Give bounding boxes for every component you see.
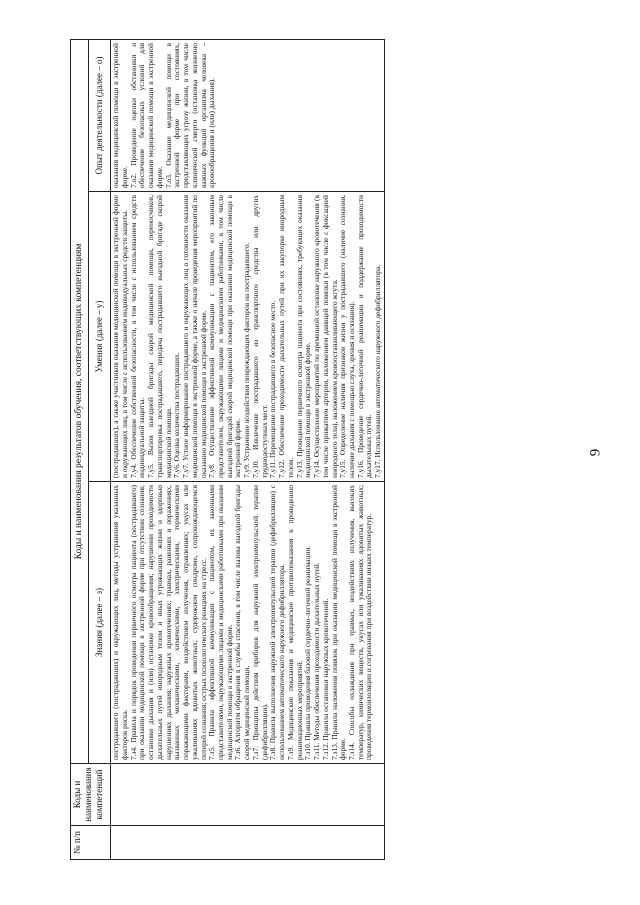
knowledge-item: 7.з11. Методы обеспечения проходимости дыхательных путей. xyxy=(312,562,322,760)
skill-item: 7.у13. Проведение первичного осмотра пациента при состояниях, требующих оказания медицинской помощи в экстренной форме. xyxy=(294,195,313,478)
table-row xyxy=(111,39,385,859)
skill-item: 7.у6. Оценка количества пострадавших. xyxy=(172,352,182,478)
knowledge-item: 7.з8. Правила выполнения наружной электроимпульсной терапии (дефибрилляции) с использованием автоматического наружного дефибриллятора. xyxy=(268,485,287,760)
knowledge-item: 7.з10. Правила проведения базовой сердечно-легочной реанимации. xyxy=(303,545,313,760)
experience-item: 7.о2. Проведение оценки обстановки и обеспечение безопасных условий для оказания медицинской помощи в экстренной форме. xyxy=(128,42,164,188)
knowledge-item: 7.з13. Правила наложения повязок при оказании медицинской помощи в экстренной форме. xyxy=(329,485,348,760)
cell-knowledge xyxy=(111,482,385,764)
header-knowledge: Знания (далее – з) xyxy=(89,482,111,764)
knowledge-item: 7.з7. Принципы действия приборов для наружной электроимпульсной терапии (дефибрилляции). xyxy=(250,485,269,760)
knowledge-item: 7.з14. Способы охлаждения при травмах, воздействиях излучения, высоких температур, химических веществ, укусах или ужаливаниях ядовитых животных; проведения термоизоляции и согревания при воздействии низких температур. xyxy=(347,485,374,760)
skill-item: 7.у14. Осуществление мероприятий по временной остановке наружного кровотечения (в том числе прижатием артерии, наложением давящей повязки (в том числе с фиксацией инородного тела), наложением кровоостанавливающего жгута. xyxy=(312,195,339,478)
knowledge-item: 7.з5. Правила эффективной коммуникации с пациентом, их законными представителями, окружающими лицами и медицинскими работниками при оказании медицинской помощи в экстренной форме. xyxy=(207,485,234,760)
header-experience: Опыт деятельности (далее – о) xyxy=(89,39,111,191)
skill-item: 7.у10. Извлечение пострадавшего из транспортного средства или других труднодоступных мест. xyxy=(250,195,269,478)
knowledge-item: 7.з6. Алгоритм обращения в службы спасения, в том числе вызова выездной бригады скорой медицинской помощи. xyxy=(233,485,252,760)
page-number: 9 xyxy=(587,448,604,457)
skill-item: 7.у12. Обеспечение проходимости дыхательных путей при их закупорке инородным телом. xyxy=(277,195,295,478)
header-codes: Коды и наименования компетенций xyxy=(71,764,111,826)
knowledge-item: 7.з9. Медицинские показания и медицинские противопоказания к проведению реанимационных мероприятий. xyxy=(285,485,304,760)
competency-table xyxy=(70,39,385,860)
skill-item: (пострадавших), а также участников оказания медицинской помощи в экстренной форме и окружающих лиц, в том числе с использованием индивидуальных средств защиты. xyxy=(111,195,129,478)
cell-skills xyxy=(111,192,385,482)
skill-item: 7.у15. Определение наличия признаков жизни у пострадавшего (наличие сознания, наличие дыхания с помощью слуха, зрения и осязания). xyxy=(338,195,357,478)
header-skills: Умения (далее – у) xyxy=(89,192,111,482)
knowledge-item: пострадавшего (пострадавших) и окружающих лиц, методы устранения указанных факторов риска. xyxy=(111,485,129,760)
header-num: № п/п xyxy=(71,826,111,860)
skill-item: 7.у16. Проведение сердечно-легочной реанимации и поддержание проходимости дыхательных путей. xyxy=(355,195,374,478)
skill-item: 7.у17. Использование автоматического наружного дефибриллятора. xyxy=(373,264,383,478)
skill-item: 7.у4. Обеспечение собственной безопасности, в том числе с использованием средств индивидуальной защиты. xyxy=(128,195,147,478)
skill-item: 7.у5. Вызов выездной бригады скорой медицинской помощи, переносчиков, транспортировка пострадавшего, передача пострадавшего выездной бригаде скорой медицинской помощи. xyxy=(146,195,173,478)
knowledge-item: 7.з12. Правила остановки наружных кровотечений. xyxy=(320,598,330,760)
rotated-page xyxy=(70,40,590,860)
skill-item: 7.у9. Устранение воздействия повреждающих факторов на пострадавшего. xyxy=(242,242,252,478)
skill-item: 7.у11. Перемещение пострадавшего в безопасное место. xyxy=(268,300,278,478)
knowledge-item: 7.з4. Правила и порядок проведения первичного осмотра пациента (пострадавшего) при оказании медицинской помощи в экстренной форме при отсутствии сознания; остановке дыхания и (или) остановке кровообращения; нарушении проходимости дыхательных путей инородным телом и иных угрожающих жизни и здоровью нарушениях дыхания; наружных кровотечениях; травмах, ранениях и поражениях, вызванных механическими, химическими, электрическими, термическими поражающими факторами, воздействием излучения, отравлениях; укусах или ужаливаниях ядовитых животных; судорожном синдроме, сопровождающемся потерей сознания; острых психологических реакциях на стресс. xyxy=(128,485,208,760)
cell-experience xyxy=(111,39,385,191)
skill-item: 7.у7. Устное информирование пострадавшего и окружающих лиц о готовности оказания медицинской помощи в экстренной форме, а также о начале проведения мероприятий по оказанию медицинской помощи в экстренной форме. xyxy=(181,195,208,478)
header-group: Коды и наименования результатов обучения, соответствующих компетенциям xyxy=(71,39,89,763)
experience-item: 7.о3. Оказание медицинской помощи в экстренной форме при состояниях, представляющих угрозу жизни, в том числе клинической смерти (остановка жизненно важных функций организма человека – кровообращения и (или) дыхания). xyxy=(163,42,217,188)
experience-item: оказания медицинской помощи в экстренной форме. xyxy=(111,42,129,188)
cell-codes xyxy=(111,764,385,826)
skill-item: 7.у8. Осуществление эффективной коммуникации с пациентом, его законным представителем, окружающими лицами и медицинскими работниками, в том числе выездной бригадой скорой медицинской помощи при оказании медицинской помощи в экстренной форме. xyxy=(207,195,243,478)
cell-num xyxy=(111,826,385,860)
